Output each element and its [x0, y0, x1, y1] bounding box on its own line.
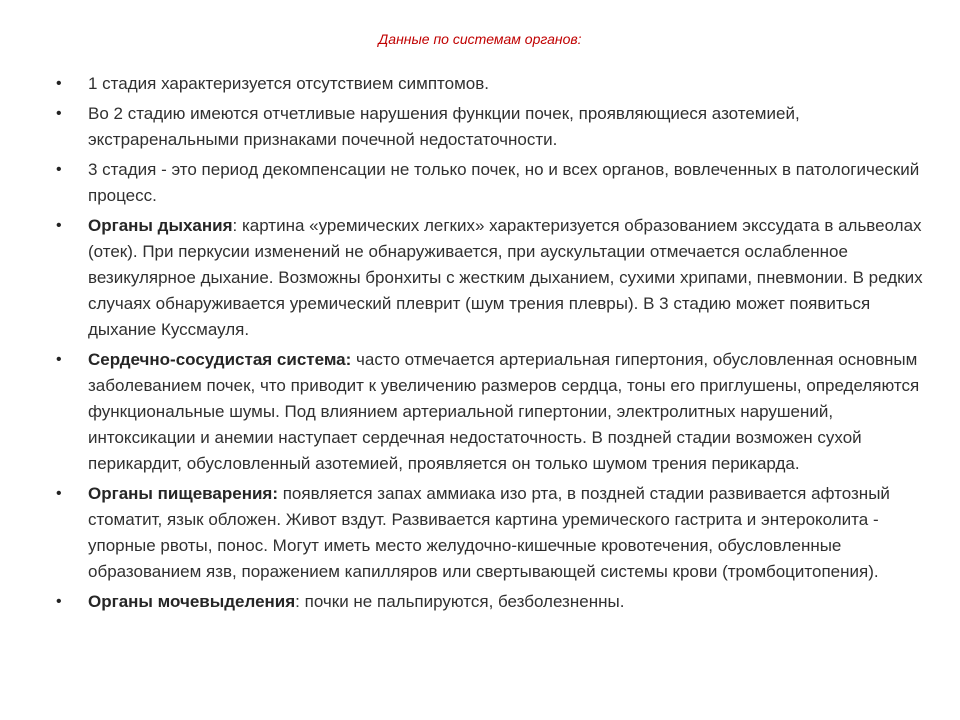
bullet-heading: Органы пищеварения: [88, 484, 278, 503]
bullet-body: 3 стадия - это период декомпенсации не только почек, но и всех органов, вовлеченных в патологический процесс. [88, 160, 920, 205]
bullet-body: : почки не пальпируются, безболезненны. [295, 592, 625, 611]
bullet-text [88, 589, 926, 615]
list-item [56, 347, 926, 477]
bullet-icon: • [56, 75, 62, 92]
bullet-text [88, 71, 926, 97]
bullet-heading: Органы дыхания [88, 216, 233, 235]
bullet-icon: • [56, 485, 62, 502]
bullet-body: часто отмечается артериальная гипертония, обусловленная основным заболеванием почек, что приводит к увеличению размеров сердца, тоны его приглушены, определяются функциональные шумы. Под влиянием артериальной гипертонии, электролитных нарушений, интоксикации и анемии наступает сердечная недостаточность. В поздней стадии возможен сухой перикардит, обусловленный азотемией, проявляется он только шумом трения перикарда. [88, 350, 920, 473]
slide-title: Данные по системам органов: [378, 31, 582, 47]
list-item [56, 157, 926, 209]
bullet-heading: Сердечно-сосудистая система: [88, 350, 352, 369]
list-item [56, 481, 926, 585]
bullet-heading: Органы мочевыделения [88, 592, 296, 611]
bullet-body: Во 2 стадию имеются отчетливые нарушения функции почек, проявляющиеся азотемией, экстраренальными признаками почечной недостаточности. [88, 104, 800, 149]
list-item [56, 213, 926, 343]
bullet-text [88, 347, 926, 477]
bullet-text [88, 481, 926, 585]
list-item [56, 589, 926, 615]
bullet-icon: • [56, 351, 62, 368]
bullet-text [88, 213, 926, 343]
bullet-text [88, 101, 926, 153]
bullet-list [56, 71, 926, 615]
bullet-icon: • [56, 217, 62, 234]
bullet-icon: • [56, 105, 62, 122]
list-item [56, 71, 926, 97]
bullet-icon: • [56, 593, 62, 610]
bullet-body: 1 стадия характеризуется отсутствием симптомов. [88, 74, 489, 93]
list-item [56, 101, 926, 153]
bullet-body: : картина «уремических легких» характеризуется образованием экссудата в альвеолах (отек). При перкусии изменений не обнаруживается, при аускультации отмечается ослабленное везикулярное дыхание. Возможны бронхиты с жестким дыханием, сухими хрипами, пневмонии. В редких случаях обнаруживается уремический плеврит (шум трения плевры). В 3 стадию может появиться дыхание Куссмауля. [88, 216, 923, 339]
bullet-icon: • [56, 161, 62, 178]
bullet-text [88, 157, 926, 209]
bullet-body: появляется запах аммиака изо рта, в поздней стадии развивается афтозный стоматит, язык обложен. Живот вздут. Развивается картина уремического гастрита и энтероколита - упорные рвоты, понос. Могут иметь место желудочно-кишечные кровотечения, обусловленные образованием язв, поражением капилляров или свертывающей системы крови (тромбоцитопения). [88, 484, 890, 581]
